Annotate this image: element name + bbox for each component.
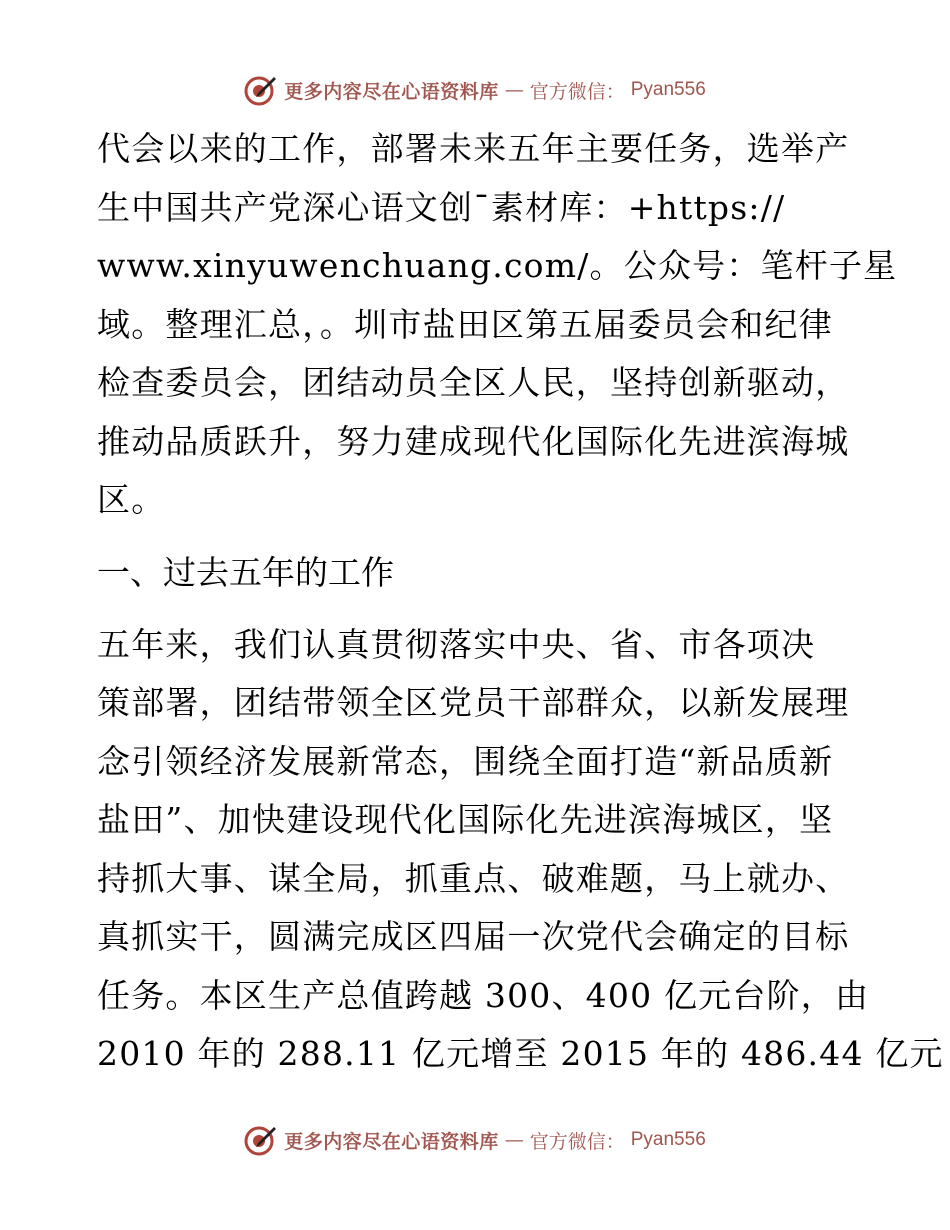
text-line: 检查委员会，团结动员全区人民，坚持创新驱动，	[97, 363, 850, 402]
banner-separator: —	[504, 79, 524, 101]
footer-watermark-banner	[0, 1120, 950, 1160]
text-line: 持抓大事、谋全局，抓重点、破难题，马上就办、	[97, 858, 850, 898]
text-line: 代会以来的工作，部署未来五年主要任务，选举产	[97, 129, 850, 168]
banner-separator: —	[504, 1129, 524, 1151]
text-line: 2010 年的 288.11 亿元增至 2015 年的 486.44 亿元	[97, 1034, 944, 1073]
text-line: 任务。本区生产总值跨越 300、400 亿元台阶，由	[97, 975, 870, 1015]
text-line: 念引领经济发展新常态，围绕全面打造“新品质新	[97, 741, 834, 781]
banner-wechat-label: 官方微信：	[529, 1130, 625, 1153]
banner-wechat-label: 官方微信：	[529, 80, 625, 103]
text-line: 区。	[97, 480, 166, 519]
pen-logo-icon	[244, 1123, 278, 1157]
text-line: 策部署，团结带领全区党员干部群众，以新发展理	[97, 683, 850, 722]
text-line: 域。整理汇总，。圳市盐田区第五届委员会和纪律	[97, 304, 833, 344]
text-line: 生中国共产党深心语文创¯素材库：+https://	[97, 187, 786, 227]
text-line: 真抓实干，圆满完成区四届一次党代会确定的目标	[97, 917, 850, 956]
text-line: www.xinyuwenchuang.com/。公众号：笔杆子星	[97, 246, 898, 285]
document-body	[97, 120, 944, 1084]
paragraph-2	[97, 616, 944, 1084]
header-watermark-banner	[0, 70, 950, 110]
banner-text: 更多内容尽在心语资料库	[284, 80, 499, 103]
banner-text: 更多内容尽在心语资料库	[284, 1130, 499, 1153]
text-line: 五年来，我们认真贯彻落实中央、省、市各项决	[97, 624, 816, 664]
banner-wechat-id: Pyan556	[630, 1129, 706, 1150]
banner-wechat-id: Pyan556	[630, 79, 706, 100]
paragraph-1	[97, 120, 898, 530]
text-line: 推动品质跃升，努力建成现代化国际化先进滨海城	[97, 421, 850, 461]
section-heading: 一、过去五年的工作	[97, 552, 394, 592]
pen-logo-icon	[244, 73, 278, 107]
text-line: 盐田”、加快建设现代化国际化先进滨海城区，坚	[97, 800, 834, 839]
